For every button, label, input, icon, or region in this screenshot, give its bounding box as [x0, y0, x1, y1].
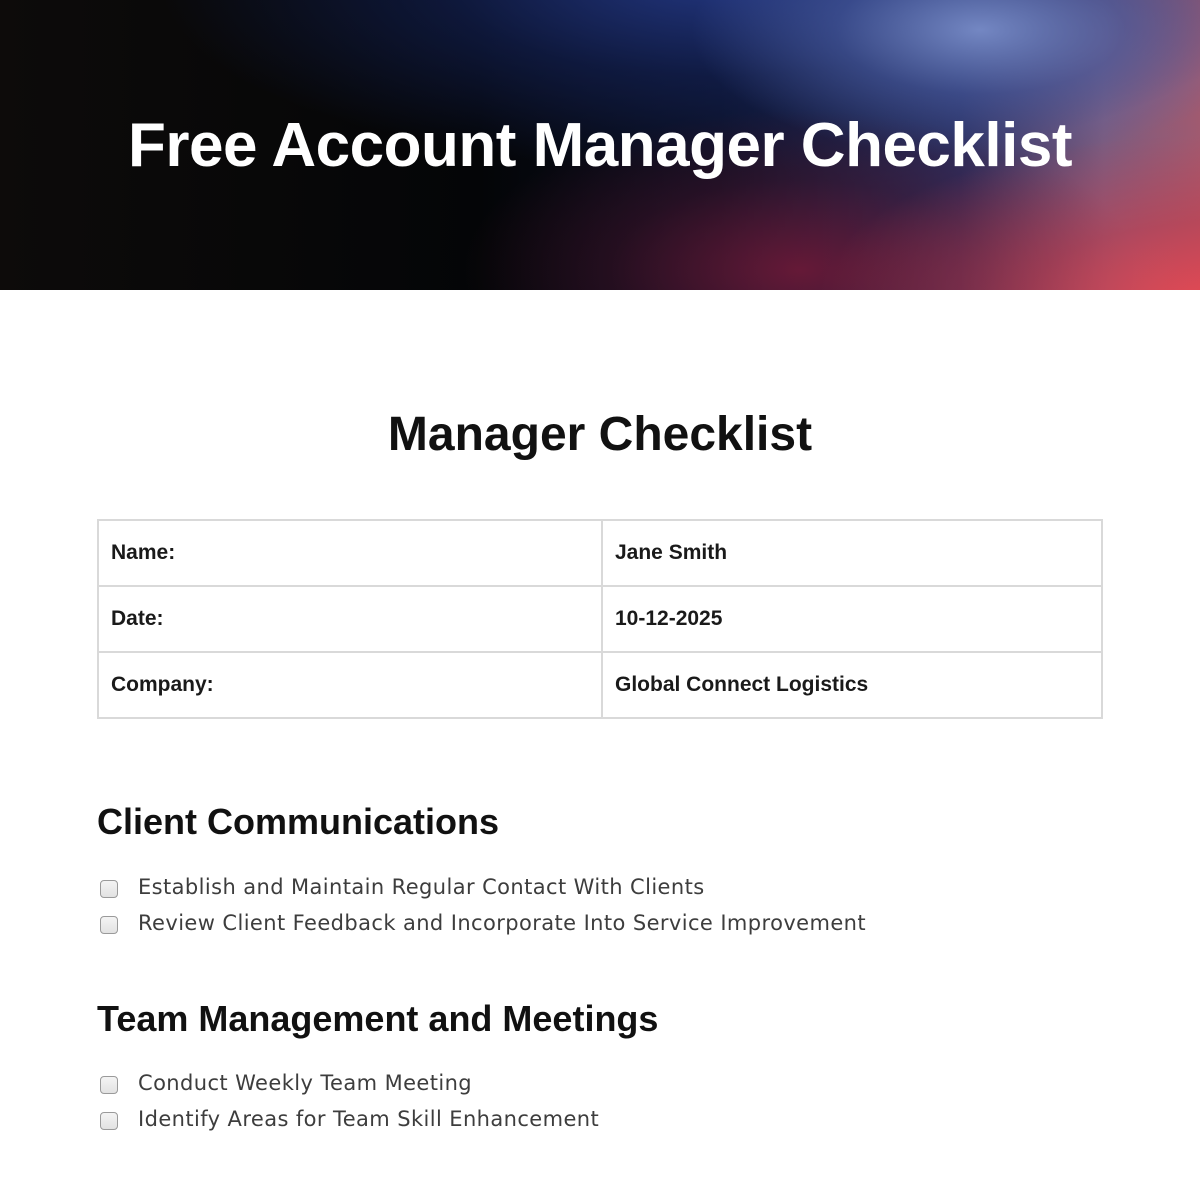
checkbox[interactable] [100, 1112, 118, 1130]
table-row [98, 586, 1102, 652]
checklist-team-management [100, 1065, 599, 1137]
checklist-client-communications [100, 869, 866, 941]
checklist-item[interactable] [100, 905, 866, 941]
table-row [98, 652, 1102, 718]
section-heading-client-communications: Client Communications [97, 801, 500, 842]
checklist-item[interactable] [100, 869, 866, 905]
company-label: Company: [98, 652, 602, 718]
checklist-item[interactable] [100, 1065, 599, 1101]
checkbox[interactable] [100, 880, 118, 898]
page-title: Manager Checklist [387, 408, 813, 461]
checklist-item-label: Establish and Maintain Regular Contact With Clients [138, 875, 705, 899]
checkbox[interactable] [100, 916, 118, 934]
section-heading-team-management: Team Management and Meetings [97, 998, 659, 1039]
banner-title: Free Account Manager Checklist [128, 111, 1072, 180]
name-value: Jane Smith [602, 520, 1102, 586]
checklist-item[interactable] [100, 1101, 599, 1137]
table-row [98, 520, 1102, 586]
name-label: Name: [98, 520, 602, 586]
info-table [97, 519, 1103, 719]
checklist-item-label: Review Client Feedback and Incorporate Into Service Improvement [138, 911, 866, 935]
header-banner [0, 0, 1200, 290]
date-label: Date: [98, 586, 602, 652]
checkbox[interactable] [100, 1076, 118, 1094]
company-value: Global Connect Logistics [602, 652, 1102, 718]
checklist-item-label: Conduct Weekly Team Meeting [138, 1071, 473, 1095]
checklist-item-label: Identify Areas for Team Skill Enhancement [138, 1107, 600, 1131]
date-value: 10-12-2025 [602, 586, 1102, 652]
